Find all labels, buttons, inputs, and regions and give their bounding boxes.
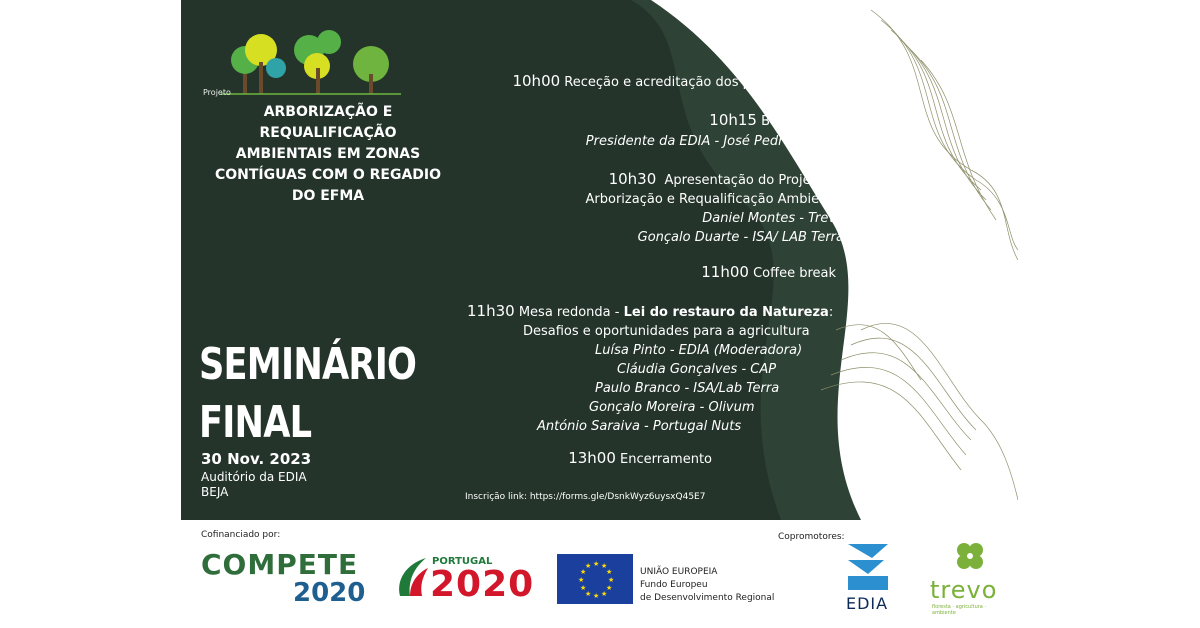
trevo-name: trevo: [930, 576, 998, 604]
agenda-speaker: Gonçalo Duarte - ISA/ LAB Terra: [637, 230, 844, 245]
portugal-label: PORTUGAL: [432, 556, 493, 567]
portugal-2020-symbol-icon: [396, 556, 430, 600]
svg-text:★: ★: [585, 562, 592, 570]
agenda-subtitle: Desafios e oportunidades para a agricultura: [523, 324, 810, 339]
project-title-line: DO EFMA: [291, 188, 365, 204]
venue-city: BEJA: [201, 485, 229, 499]
agenda-speaker: Paulo Branco - ISA/Lab Terra: [595, 381, 780, 396]
agenda-text: Encerramento: [620, 452, 712, 467]
compete-year: 2020: [293, 578, 366, 608]
svg-text:★: ★: [580, 584, 587, 592]
eu-fund-text: [640, 566, 774, 605]
agenda-text: Arborização e Requalificação Ambiental: [585, 192, 844, 207]
seminar-title-line: FINAL: [199, 397, 312, 448]
agenda-time: 11h00: [701, 263, 749, 281]
project-title-line: AMBIENTAIS EM ZONAS: [235, 146, 421, 162]
portugal-2020-logo: [396, 556, 535, 605]
agenda-time: 13h00: [568, 449, 616, 467]
compete-2020-logo: [201, 548, 366, 608]
cofinanced-label: Cofinanciado por:: [201, 530, 281, 540]
seminar-title: [199, 336, 416, 452]
seminar-title-line: SEMINÁRIO: [199, 339, 417, 390]
svg-text:★: ★: [601, 562, 608, 570]
svg-text:★: ★: [601, 590, 608, 598]
agenda-text: Boas-vindas:: [761, 114, 844, 129]
agenda-text: :: [828, 305, 834, 320]
agenda-time: 10h15: [709, 111, 757, 129]
trevo-tagline: floresta · agricultura · ambiente: [932, 604, 987, 616]
agenda-text: Coffee break: [753, 266, 836, 281]
agenda-text: Mesa redonda -: [518, 305, 620, 320]
copromoters-label: Copromotores:: [778, 532, 845, 542]
event-venue: [201, 470, 307, 500]
svg-text:★: ★: [593, 560, 600, 568]
agenda-item: [467, 302, 833, 436]
agenda-item: [701, 263, 836, 281]
agenda-speaker: Presidente da EDIA - José Pedro Salema: [585, 134, 844, 149]
agenda-item: [512, 72, 828, 90]
edia-logo: [838, 540, 894, 613]
agenda-speaker: Luísa Pinto - EDIA (Moderadora): [595, 343, 803, 358]
project-title-line: CONTÍGUAS COM O REGADIO: [214, 167, 442, 183]
agenda-item: [586, 170, 844, 247]
trevo-logo: [930, 540, 1010, 616]
agenda-text: Apresentação do Projeto de: [664, 173, 844, 188]
agenda-time: 10h30: [608, 170, 657, 188]
venue-name: Auditório da EDIA: [201, 470, 307, 484]
project-title-line: ARBORIZAÇÃO E REQUALIFICAÇÃO: [259, 104, 397, 141]
agenda-topic: Lei do restauro da Natureza: [623, 305, 829, 320]
trevo-clover-icon: [930, 540, 1010, 576]
agenda-text: Receção e acreditação dos participantes: [564, 75, 828, 90]
agenda-speaker: Gonçalo Moreira - Olivum: [589, 400, 755, 415]
edia-symbol-icon: [838, 540, 894, 594]
project-label: Projeto: [203, 88, 231, 97]
svg-text:★: ★: [585, 590, 592, 598]
agenda-speaker: António Saraiva - Portugal Nuts: [537, 419, 742, 434]
svg-text:★: ★: [606, 584, 613, 592]
svg-text:★: ★: [606, 568, 613, 576]
eu-text-line: de Desenvolvimento Regional: [640, 593, 775, 603]
eu-text-line: UNIÃO EUROPEIA: [640, 567, 718, 577]
event-poster: [181, 0, 1018, 520]
agenda-speaker: Daniel Montes - Trevo: [702, 211, 844, 226]
event-date: 30 Nov. 2023: [201, 450, 312, 468]
svg-text:★: ★: [608, 576, 615, 584]
programa-heading: PROGRAMA: [705, 24, 822, 45]
project-title: [193, 102, 463, 207]
agenda-item: [568, 449, 712, 467]
svg-text:★: ★: [580, 568, 587, 576]
project-trees-logo: [221, 28, 401, 98]
compete-word: COMPETE: [201, 548, 359, 581]
svg-text:★: ★: [593, 592, 600, 600]
edia-name: EDIA: [846, 594, 889, 613]
agenda-item: [586, 110, 844, 152]
eu-stars-icon: [557, 554, 633, 604]
portugal-year: 2020: [430, 564, 535, 605]
eu-flag-icon: [557, 554, 633, 604]
eu-text-line: Fundo Europeu: [640, 580, 708, 590]
agenda-time: 10h00: [512, 72, 561, 90]
agenda-time: 11h30: [467, 302, 515, 320]
agenda-speaker: Cláudia Gonçalves - CAP: [617, 362, 777, 377]
svg-text:★: ★: [578, 576, 585, 584]
registration-link[interactable]: Inscrição link: https://forms.gle/DsnkWyz6uysxQ45E7: [465, 492, 706, 502]
